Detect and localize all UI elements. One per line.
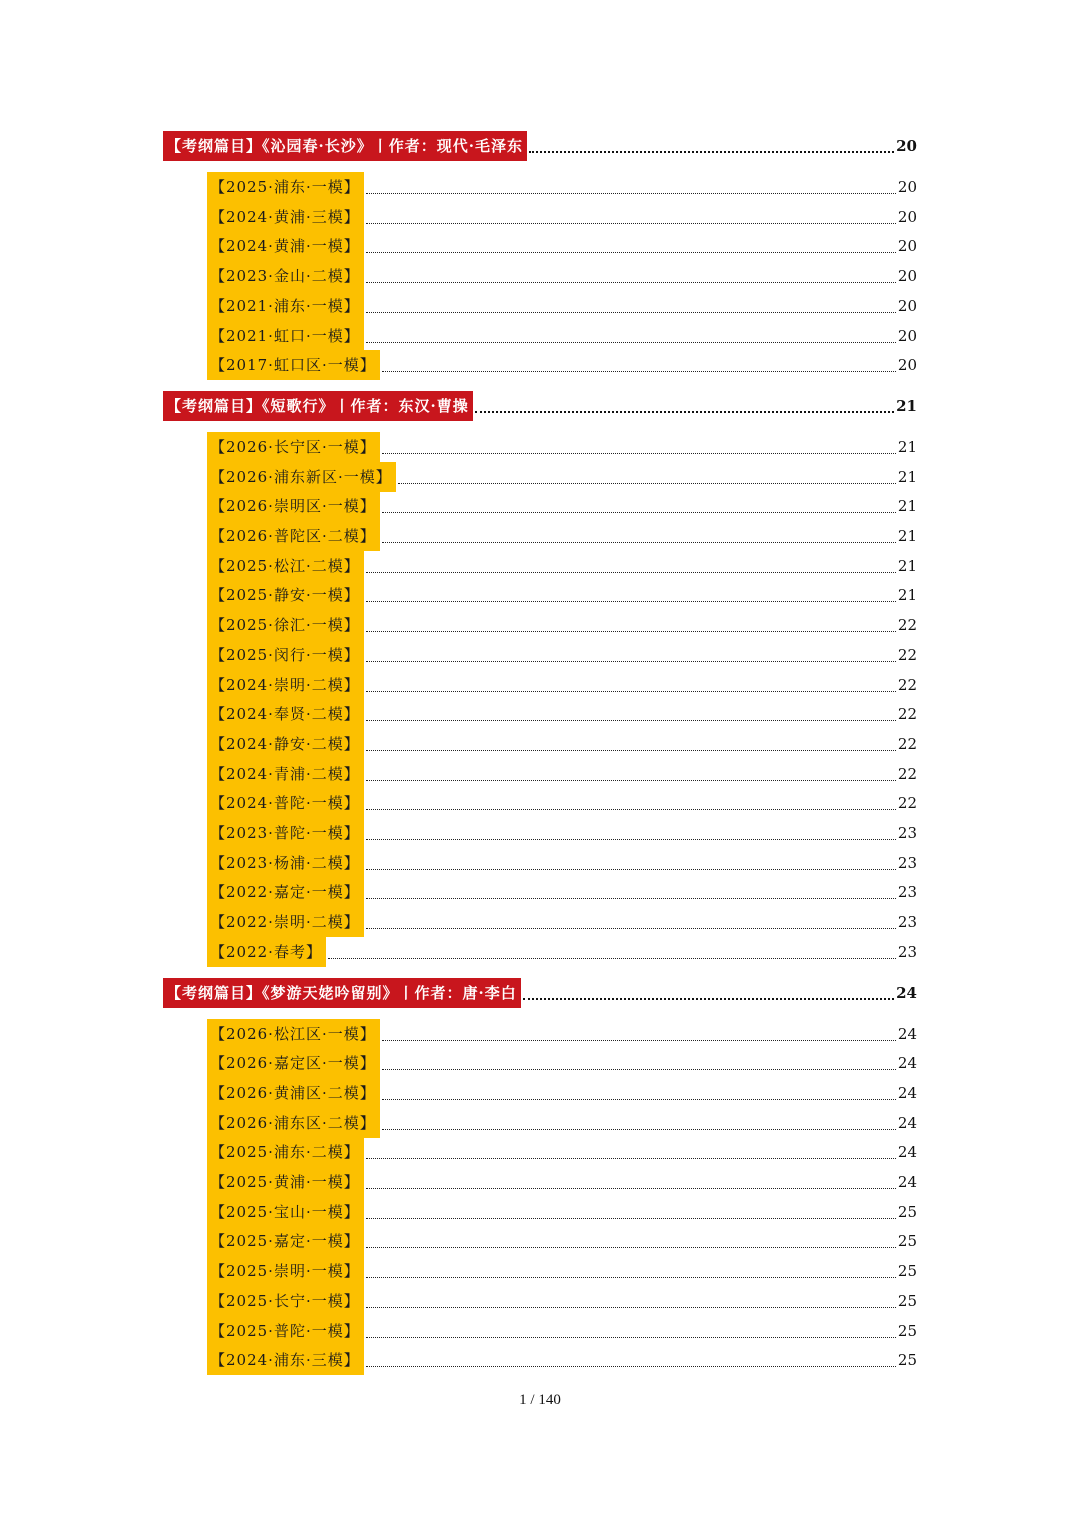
dot-leader <box>366 1336 896 1338</box>
toc-entry[interactable] <box>207 818 917 848</box>
page-number: 22 <box>897 705 917 724</box>
dot-leader <box>366 600 896 602</box>
page-number: 23 <box>897 913 917 932</box>
page-number: 22 <box>897 616 917 635</box>
page-number: 25 <box>897 1351 917 1370</box>
entry-label: 【2026·松江区·一模】 <box>207 1019 380 1049</box>
dot-leader <box>366 192 896 194</box>
toc-entry[interactable] <box>207 937 917 967</box>
dot-leader <box>366 779 896 781</box>
dot-leader <box>366 868 896 870</box>
entry-label: 【2024·普陀·一模】 <box>207 788 364 818</box>
toc-entry[interactable] <box>207 261 917 291</box>
page-number-footer: 1 / 140 <box>519 1392 561 1408</box>
entry-label: 【2025·浦东·二模】 <box>207 1137 364 1167</box>
entry-label: 【2025·长宁·一模】 <box>207 1286 364 1316</box>
dot-leader <box>366 660 896 662</box>
entry-label: 【2026·黄浦区·二模】 <box>207 1078 380 1108</box>
toc-section-heading[interactable] <box>163 131 917 161</box>
section-title-label: 【考纲篇目】《短歌行》丨作者：东汉·曹操 <box>163 391 473 421</box>
page-number: 24 <box>897 1024 917 1043</box>
entry-label: 【2026·崇明区·一模】 <box>207 491 380 521</box>
dot-leader <box>366 838 896 840</box>
entry-label: 【2026·浦东新区·一模】 <box>207 462 396 492</box>
toc-entry[interactable] <box>207 551 917 581</box>
entry-label: 【2024·崇明·二模】 <box>207 670 364 700</box>
dot-leader <box>366 808 896 810</box>
page-number: 25 <box>897 1291 917 1310</box>
toc-entry[interactable] <box>207 1316 917 1346</box>
dot-leader <box>366 1246 896 1248</box>
entry-label: 【2024·黄浦·一模】 <box>207 231 364 261</box>
dot-leader <box>382 511 896 513</box>
entry-label: 【2024·青浦·二模】 <box>207 759 364 789</box>
toc-entry[interactable] <box>207 462 917 492</box>
page-number: 22 <box>897 675 917 694</box>
toc-entry[interactable] <box>207 1048 917 1078</box>
page-number: 24 <box>897 1083 917 1102</box>
page-number: 20 <box>897 296 917 315</box>
entry-label: 【2024·奉贤·二模】 <box>207 699 364 729</box>
entry-label: 【2021·虹口·一模】 <box>207 321 364 351</box>
page-number: 22 <box>897 764 917 783</box>
dot-leader <box>366 1187 896 1189</box>
dot-leader <box>366 690 896 692</box>
page-number: 25 <box>897 1202 917 1221</box>
entry-label: 【2025·闵行·一模】 <box>207 640 364 670</box>
page-number: 25 <box>897 1262 917 1281</box>
toc-entry[interactable] <box>207 231 917 261</box>
toc-entry[interactable] <box>207 172 917 202</box>
section-title-label: 【考纲篇目】《沁园春·长沙》丨作者：现代·毛泽东 <box>163 131 527 161</box>
dot-leader <box>382 452 896 454</box>
entry-label: 【2024·浦东·三模】 <box>207 1345 364 1375</box>
page-number: 21 <box>897 467 917 486</box>
dot-leader <box>398 482 896 484</box>
dot-leader <box>475 410 894 413</box>
toc-entry[interactable] <box>207 759 917 789</box>
page-number: 20 <box>897 178 917 196</box>
entry-label: 【2025·黄浦·一模】 <box>207 1167 364 1197</box>
entry-label: 【2025·宝山·一模】 <box>207 1197 364 1227</box>
entry-label: 【2026·长宁区·一模】 <box>207 432 380 462</box>
toc-entry[interactable] <box>207 729 917 759</box>
page-number: 22 <box>897 794 917 813</box>
dot-leader <box>366 222 896 224</box>
toc-section-heading[interactable] <box>163 978 917 1008</box>
entry-label: 【2024·黄浦·三模】 <box>207 202 364 232</box>
toc-entry[interactable] <box>207 1078 917 1108</box>
toc-entry[interactable] <box>207 907 917 937</box>
dot-leader <box>382 370 896 372</box>
dot-leader <box>366 1306 896 1308</box>
page-number: 23 <box>897 883 917 902</box>
entry-label: 【2024·静安·二模】 <box>207 729 364 759</box>
toc-entry[interactable] <box>207 491 917 521</box>
page-number: 24 <box>897 1054 917 1073</box>
entry-label: 【2026·普陀区·二模】 <box>207 521 380 551</box>
entry-label: 【2023·普陀·一模】 <box>207 818 364 848</box>
toc-entry[interactable] <box>207 1345 917 1375</box>
toc-entry[interactable] <box>207 610 917 640</box>
dot-leader <box>382 1128 896 1130</box>
entry-label: 【2021·浦东·一模】 <box>207 291 364 321</box>
entry-label: 【2017·虹口区·一模】 <box>207 350 380 380</box>
page-number: 23 <box>897 942 917 961</box>
page-number: 21 <box>897 556 917 575</box>
page-number: 20 <box>897 237 917 256</box>
entry-label: 【2025·嘉定·一模】 <box>207 1226 364 1256</box>
dot-leader <box>366 341 896 343</box>
section-title-label: 【考纲篇目】《梦游天姥吟留别》丨作者：唐·李白 <box>163 978 521 1008</box>
dot-leader <box>366 749 896 751</box>
entry-label: 【2025·普陀·一模】 <box>207 1316 364 1346</box>
toc-entry[interactable] <box>207 580 917 610</box>
page-number: 25 <box>897 1232 917 1251</box>
entry-label: 【2023·杨浦·二模】 <box>207 848 364 878</box>
toc-entry[interactable] <box>207 350 917 380</box>
entry-label: 【2025·静安·一模】 <box>207 580 364 610</box>
toc-entry[interactable] <box>207 788 917 818</box>
page-number: 23 <box>897 824 917 842</box>
toc-entry[interactable] <box>207 321 917 351</box>
toc-entry[interactable] <box>207 521 917 551</box>
entry-label: 【2025·徐汇·一模】 <box>207 610 364 640</box>
toc-section-heading[interactable] <box>163 391 917 421</box>
dot-leader <box>366 927 896 929</box>
dot-leader <box>529 150 894 153</box>
entry-label: 【2025·浦东·一模】 <box>207 172 364 202</box>
toc-entry[interactable] <box>207 432 917 462</box>
toc-entry[interactable] <box>207 848 917 878</box>
entry-label: 【2022·崇明·二模】 <box>207 907 364 937</box>
dot-leader <box>382 1098 896 1100</box>
dot-leader <box>523 997 894 1000</box>
dot-leader <box>366 1217 896 1219</box>
dot-leader <box>366 630 896 632</box>
dot-leader <box>366 281 896 283</box>
dot-leader <box>382 541 896 543</box>
page-number: 24 <box>896 983 917 1002</box>
entry-label: 【2023·金山·二模】 <box>207 261 364 291</box>
page-number: 22 <box>897 734 917 753</box>
entry-label: 【2022·嘉定·一模】 <box>207 877 364 907</box>
toc-entry[interactable] <box>207 1137 917 1167</box>
dot-leader <box>366 251 896 253</box>
page-number: 20 <box>897 326 917 345</box>
entry-label: 【2026·嘉定区·一模】 <box>207 1048 380 1078</box>
entry-label: 【2025·崇明·一模】 <box>207 1256 364 1286</box>
page-number: 24 <box>897 1113 917 1132</box>
toc-entry[interactable] <box>207 699 917 729</box>
toc-entry[interactable] <box>207 291 917 321</box>
dot-leader <box>366 311 896 313</box>
page-number: 21 <box>896 396 917 415</box>
page-number: 24 <box>897 1143 917 1162</box>
dot-leader <box>382 1068 896 1070</box>
entry-label: 【2025·松江·二模】 <box>207 551 364 581</box>
page-number: 20 <box>897 356 917 375</box>
page-number: 20 <box>896 137 917 155</box>
toc-entry[interactable] <box>207 640 917 670</box>
toc-entry[interactable] <box>207 1256 917 1286</box>
page-number: 22 <box>897 645 917 664</box>
page-number: 21 <box>897 497 917 516</box>
dot-leader <box>366 1276 896 1278</box>
dot-leader <box>366 719 896 721</box>
page-number: 20 <box>897 207 917 226</box>
dot-leader <box>366 1365 896 1367</box>
toc-entry[interactable] <box>207 1108 917 1138</box>
toc-entry[interactable] <box>207 670 917 700</box>
entry-label: 【2022·春考】 <box>207 937 326 967</box>
toc-entry[interactable] <box>207 1286 917 1316</box>
page-number: 20 <box>897 267 917 286</box>
page-number: 21 <box>897 586 917 605</box>
toc-entry[interactable] <box>207 877 917 907</box>
dot-leader <box>366 571 896 573</box>
page-number: 23 <box>897 853 917 872</box>
toc-entry[interactable] <box>207 1167 917 1197</box>
toc-entry[interactable] <box>207 1197 917 1227</box>
dot-leader <box>366 1157 896 1159</box>
toc-entry[interactable] <box>207 1019 917 1049</box>
toc-entry[interactable] <box>207 202 917 232</box>
entry-label: 【2026·浦东区·二模】 <box>207 1108 380 1138</box>
dot-leader <box>382 1039 896 1041</box>
page-number: 25 <box>897 1321 917 1340</box>
page-number: 21 <box>897 527 917 545</box>
dot-leader <box>366 897 896 899</box>
dot-leader <box>328 957 896 959</box>
page-number: 21 <box>897 437 917 456</box>
toc-entry[interactable] <box>207 1226 917 1256</box>
page-number: 24 <box>897 1173 917 1191</box>
